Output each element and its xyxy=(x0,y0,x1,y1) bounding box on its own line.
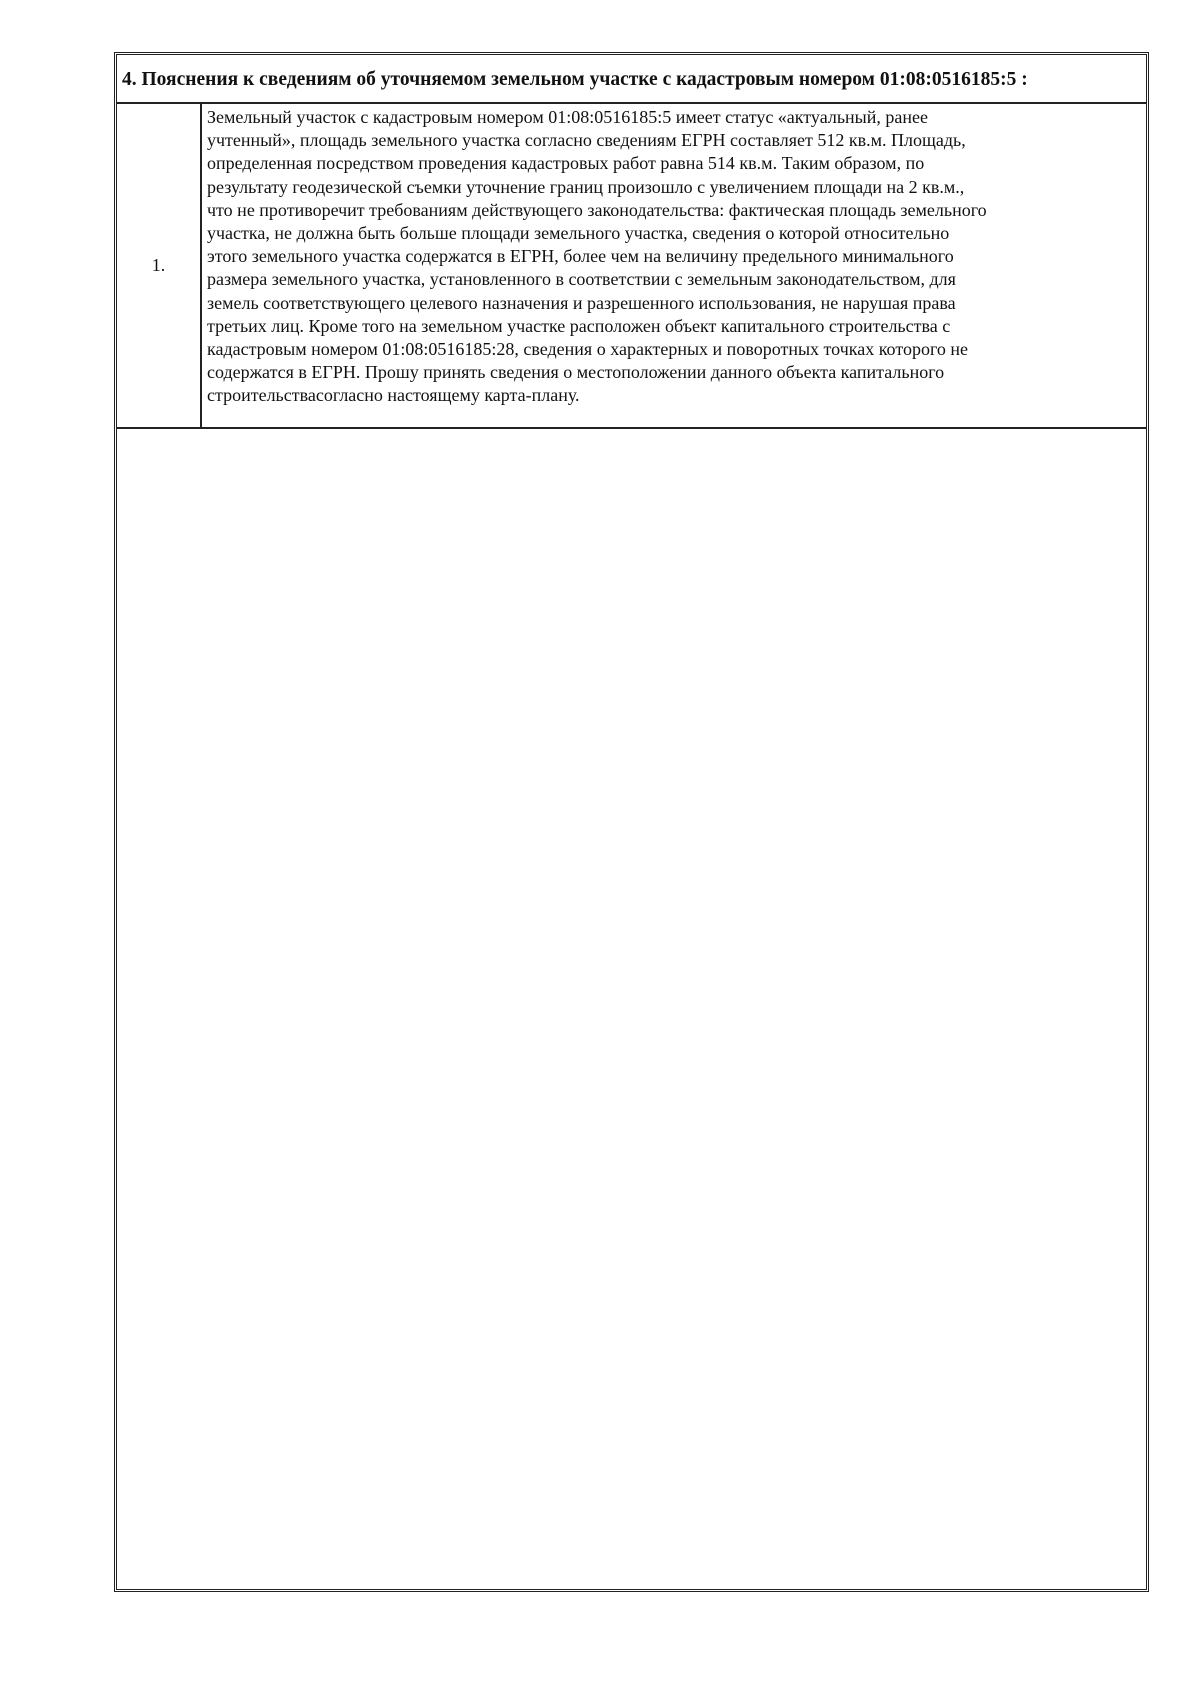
document-frame xyxy=(114,52,1149,1592)
text-line: результату геодезической съемки уточнение границ произошло с увеличением площади на 2 кв.м., xyxy=(207,176,965,197)
table-row xyxy=(117,104,1146,429)
text-line: учтенный», площадь земельного участка согласно сведениям ЕГРН составляет 512 кв.м. Площадь, xyxy=(207,130,966,151)
text-line: кадастровым номером 01:08:0516185:28, сведения о характерных и поворотных точках которого не xyxy=(207,339,969,360)
text-line: содержатся в ЕГРН. Прошу принять сведения о местоположении данного объекта капитального xyxy=(207,362,945,383)
section-title: 4. Пояснения к сведениям об уточняемом земельном участке с кадастровым номером 01:08:0516185:5 : xyxy=(117,55,1146,104)
row-number: 1. xyxy=(117,104,202,427)
text-line: определенная посредством проведения кадастровых работ равна 514 кв.м. Таким образом, по xyxy=(207,153,925,174)
text-line: строительствасогласно настоящему карта-плану. xyxy=(207,385,580,406)
text-line: участка, не должна быть больше площади земельного участка, сведения о которой относительно xyxy=(207,223,950,244)
text-line: земель соответствующего целевого назначения и разрешенного использования, не нарушая права xyxy=(207,292,956,313)
text-line: третьих лиц. Кроме того на земельном участке расположен объект капитального строительства с xyxy=(207,315,951,336)
text-line: что не противоречит требованиям действующего законодательства: фактическая площадь земельного xyxy=(207,199,987,220)
row-explanation-text xyxy=(207,106,1142,408)
text-line: размера земельного участка, установленного в соответствии с земельным законодательством, для xyxy=(207,269,956,290)
text-line: Земельный участок с кадастровым номером 01:08:0516185:5 имеет статус «актуальный, ранее xyxy=(207,107,928,127)
text-line: этого земельного участка содержатся в ЕГРН, более чем на величину предельного минимального xyxy=(207,246,954,267)
